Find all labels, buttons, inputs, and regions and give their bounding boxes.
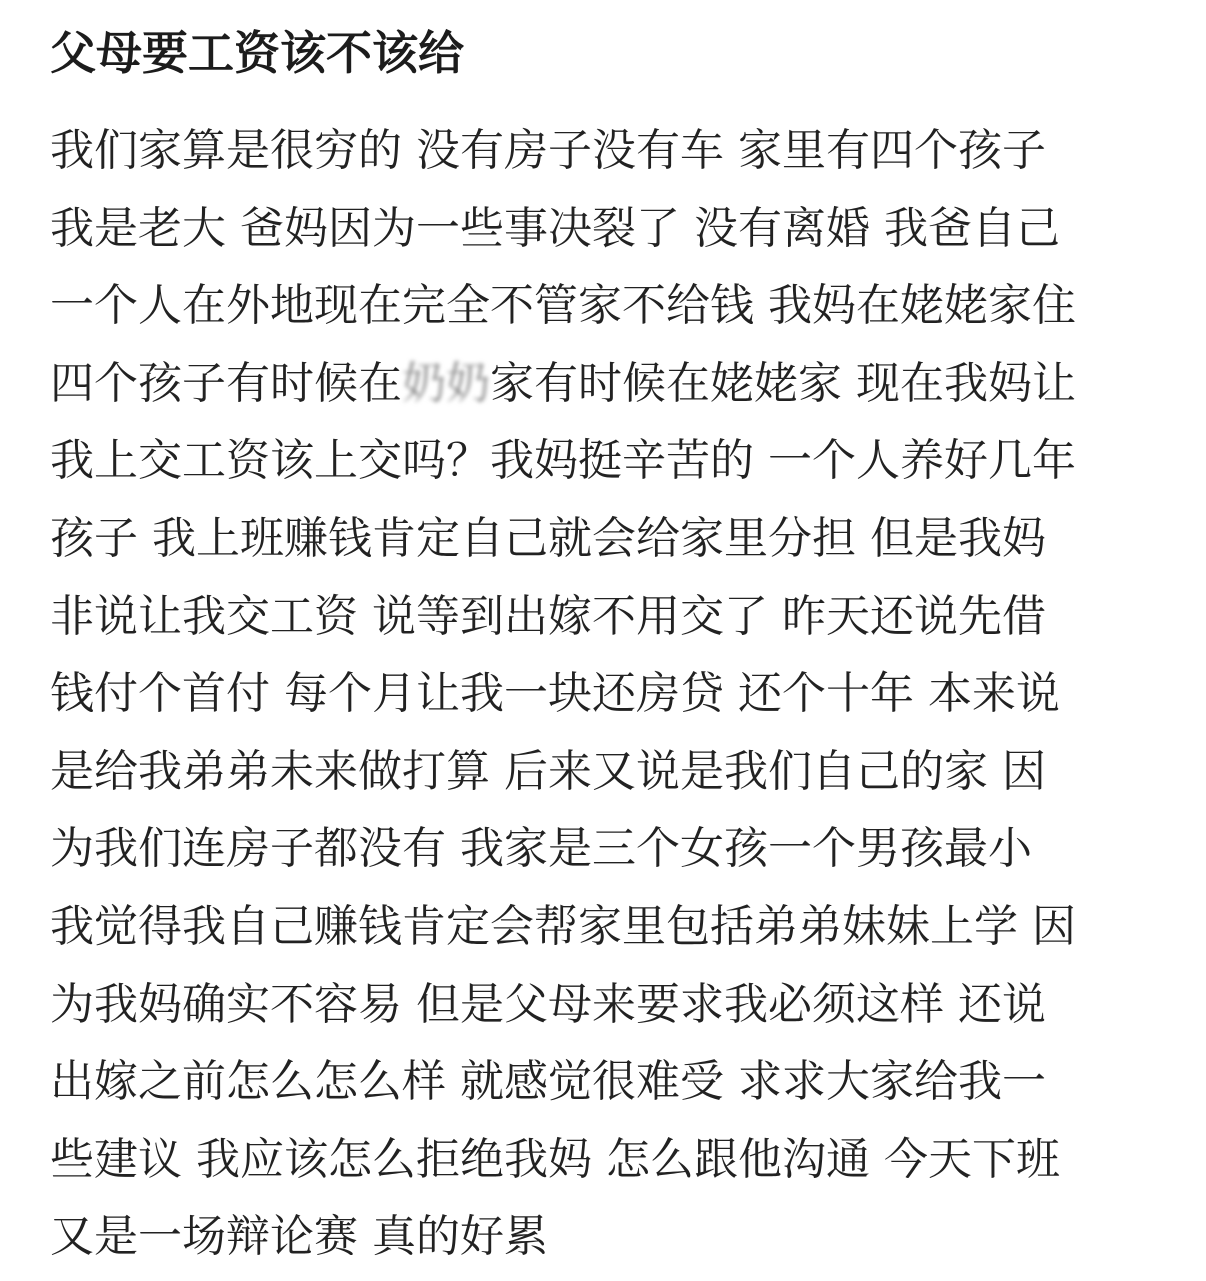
post-title: 父母要工资该不该给 [50, 26, 464, 80]
body-line: 为我们连房子都没有 我家是三个女孩一个男孩最小 [50, 823, 1032, 875]
post-body [50, 112, 1170, 1276]
body-line: 钱付个首付 每个月让我一块还房贷 还个十年 本来说 [50, 668, 1060, 720]
body-line: 为我妈确实不容易 但是父母来要求我必须这样 还说 [50, 978, 1046, 1030]
body-line: 一个人在外地现在完全不管家不给钱 我妈在姥姥家住 [50, 280, 1076, 332]
body-line: 我是老大 爸妈因为一些事决裂了 没有离婚 我爸自己 [50, 202, 1060, 254]
body-line-segment: 家有时候在姥姥家 现在我妈让 [490, 357, 1076, 409]
body-line [50, 345, 1170, 423]
body-line: 出嫁之前怎么怎么样 就感觉很难受 求求大家给我一 [50, 1056, 1046, 1108]
body-line: 孩子 我上班赚钱肯定自己就会给家里分担 但是我妈 [50, 512, 1046, 564]
post [50, 22, 1170, 1276]
body-line: 又是一场辩论赛 真的好累 [50, 1211, 548, 1263]
body-line: 我觉得我自己赚钱肯定会帮家里包括弟弟妹妹上学 因 [50, 900, 1076, 952]
body-line: 我们家算是很穷的 没有房子没有车 家里有四个孩子 [50, 125, 1046, 176]
body-line: 些建议 我应该怎么拒绝我妈 怎么跟他沟通 今天下班 [50, 1133, 1060, 1185]
body-line: 我上交工资该上交吗？我妈挺辛苦的 一个人养好几年 [50, 435, 1076, 487]
body-line-segment: 四个孩子有时候在 [50, 357, 402, 409]
obscured-text: 奶奶 [402, 357, 490, 409]
body-line: 是给我弟弟未来做打算 后来又说是我们自己的家 因 [50, 745, 1046, 797]
body-line: 非说让我交工资 说等到出嫁不用交了 昨天还说先借 [50, 590, 1046, 642]
